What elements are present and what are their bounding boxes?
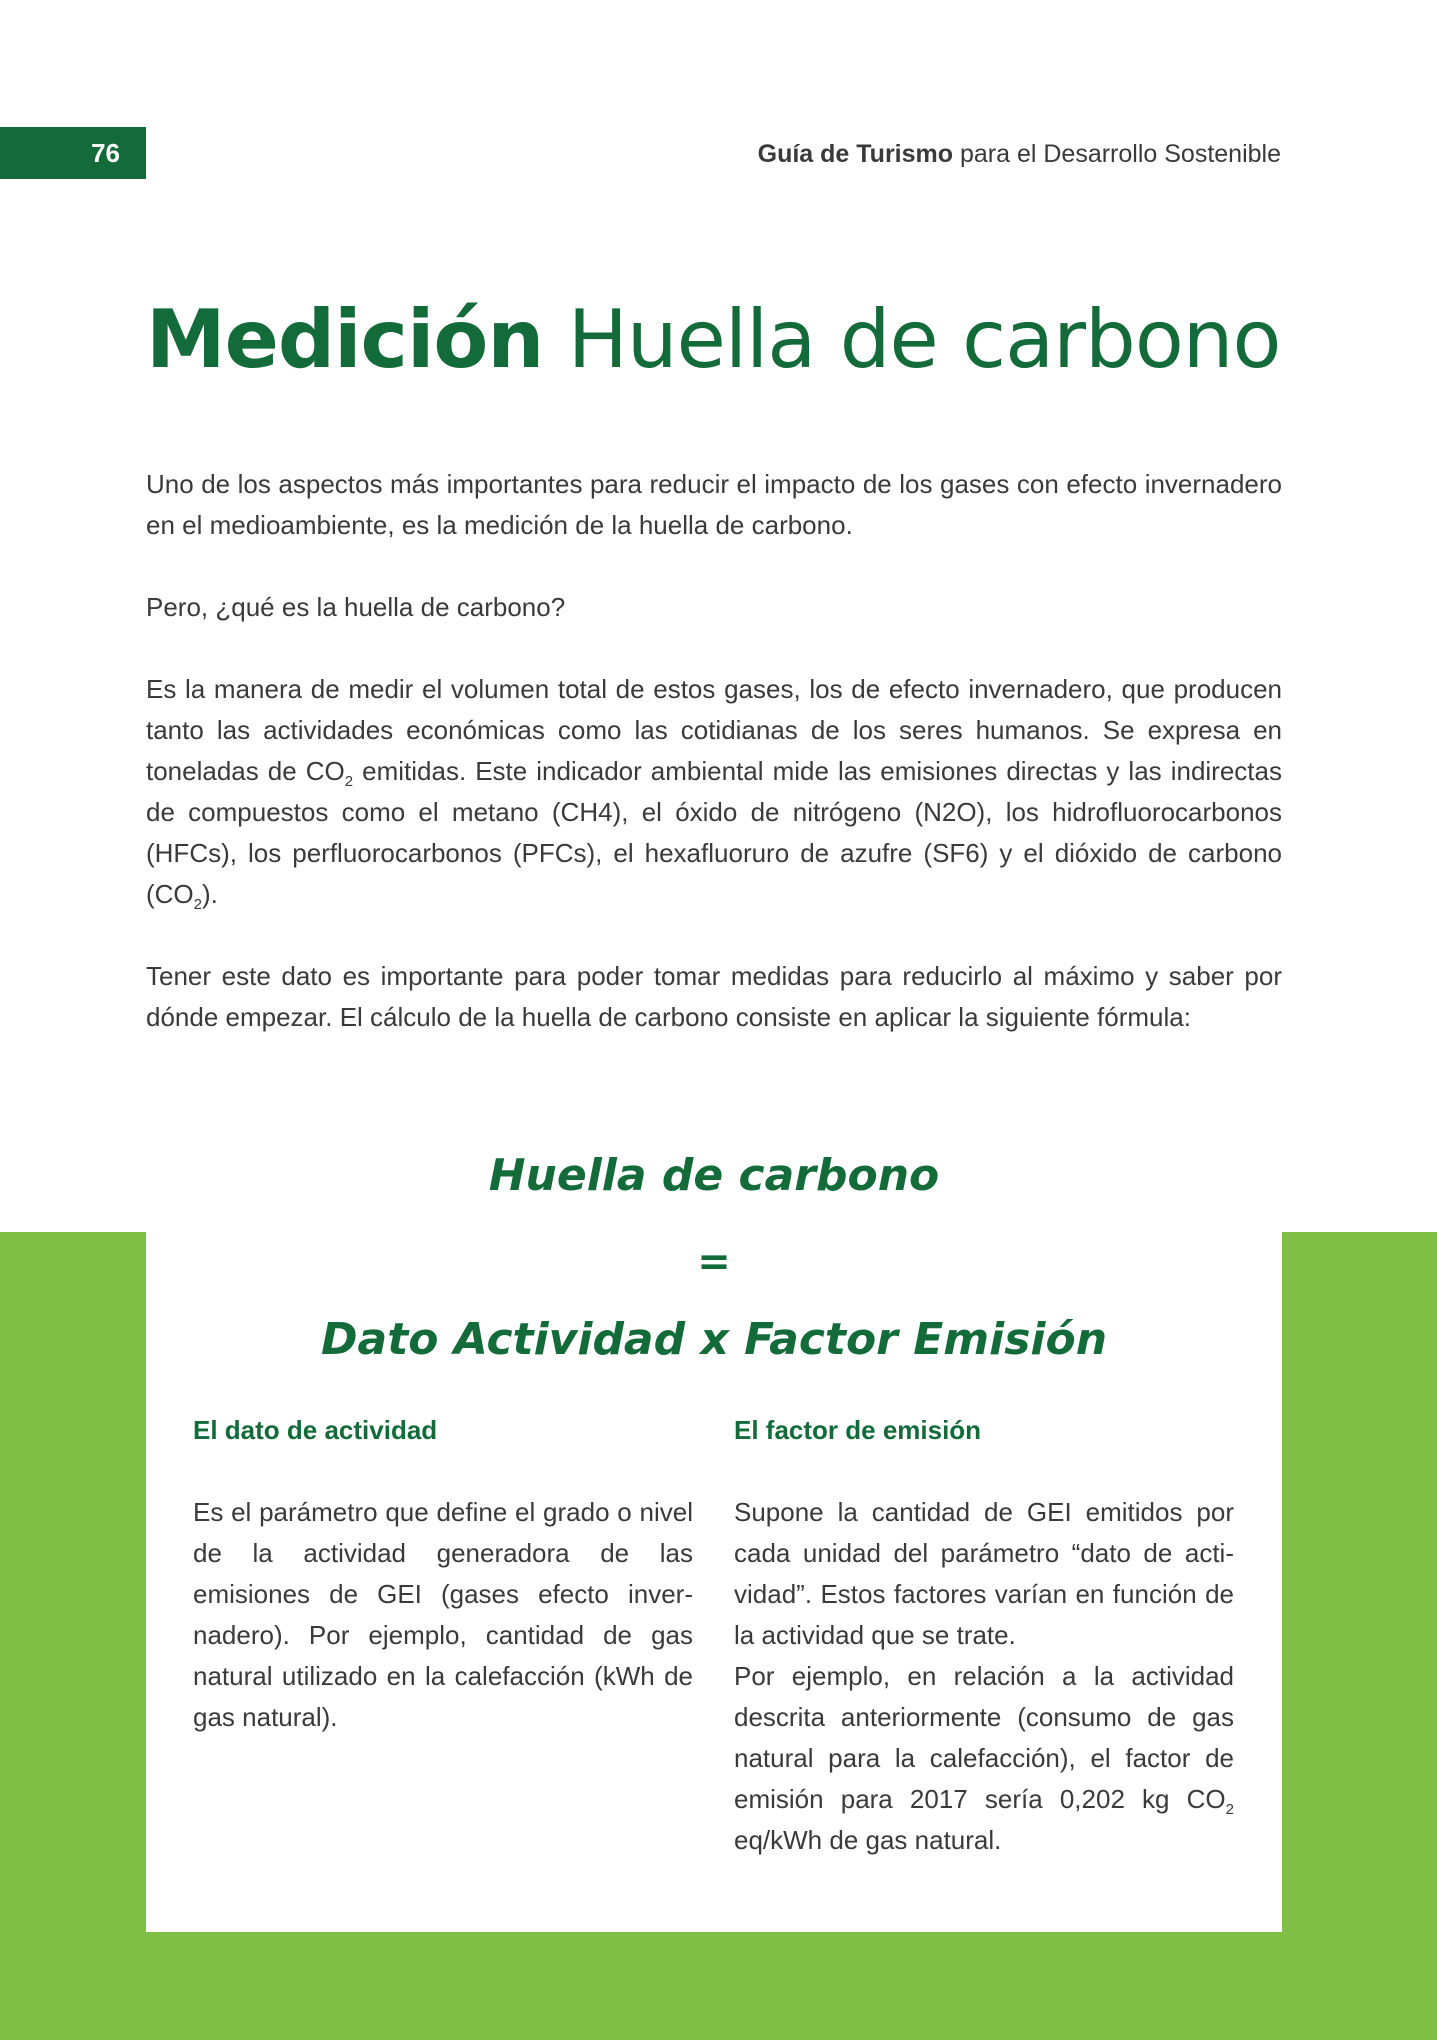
formula-equals: = <box>697 1239 731 1285</box>
co2-subscript: 2 <box>1225 1801 1234 1818</box>
definition-text-part: emitidas. Este indicador ambiental mide las emisiones directas y las indirectas de compuestos como el metano (CH4), el óxido de nitrógeno (N2O), los hidrofluorocarbonos (HFCs), los perfluorocarbonos (PFCs), el hexafluoruro de azufre (SF6) y el dióxido de carbono (CO <box>146 756 1282 909</box>
paragraph-intro: Uno de los aspectos más importantes para reducir el impacto de los gases con efecto invernadero en el medioambiente, es la medición de la huella de carbono. <box>146 469 1282 540</box>
emission-factor-example <box>734 1656 1234 1861</box>
activity-data-heading: El dato de actividad <box>193 1415 438 1445</box>
example-text-part: Por ejemplo, en relación a la actividad descrita anteriormente (consumo de gas natural para la calefacción), el factor de emisión para 2017 sería 0,202 kg CO <box>734 1661 1234 1814</box>
running-header <box>758 140 1281 169</box>
emission-factor-text <box>734 1492 1234 1861</box>
page-number: 76 <box>0 127 146 179</box>
co2-subscript: 2 <box>344 773 354 790</box>
activity-data-text: Es el parámetro que define el grado o nivel de la actividad generadora de las emisiones de GEI (gases efecto invernadero). Por ejemplo, cantidad de gas natural utilizado en la calefacción (kWh de gas natural). <box>193 1497 693 1732</box>
emission-factor-definition: Supone la cantidad de GEI emitidos por cada unidad del parámetro “dato de actividad”. Estos factores varían en función de la actividad que se trate. <box>734 1497 1234 1650</box>
paragraph-definition <box>146 669 1282 915</box>
page-title-light: Huella de carbono <box>543 293 1281 386</box>
publication-title-bold: Guía de Turismo <box>757 140 954 168</box>
co2-subscript: 2 <box>193 896 203 913</box>
publication-title-rest: para el Desarrollo Sostenible <box>953 140 1281 168</box>
definition-text-part: Es la manera de medir el volumen total de estos gases, los de efecto invernadero, que producen tanto las actividades económicas como las cotidianas de los seres humanos. Se expresa en toneladas de CO <box>146 674 1282 786</box>
paragraph-formula-intro: Tener este dato es importante para poder tomar medidas para reducirlo al máximo y saber por dónde empezar. El cálculo de la huella de carbono consiste en aplicar la siguiente fórmula: <box>146 961 1282 1032</box>
definition-text-part: ). <box>202 879 218 909</box>
paragraph-question: Pero, ¿qué es la huella de carbono? <box>146 592 566 622</box>
page-title-bold: Medición <box>146 293 544 386</box>
emission-factor-heading: El factor de emisión <box>734 1415 982 1445</box>
formula-result: Huella de carbono <box>488 1150 940 1201</box>
page-title <box>146 290 1280 390</box>
example-text-part: eq/kWh de gas natural. <box>734 1825 1002 1855</box>
formula-expression: Dato Actividad x Factor Emisión <box>320 1314 1108 1365</box>
